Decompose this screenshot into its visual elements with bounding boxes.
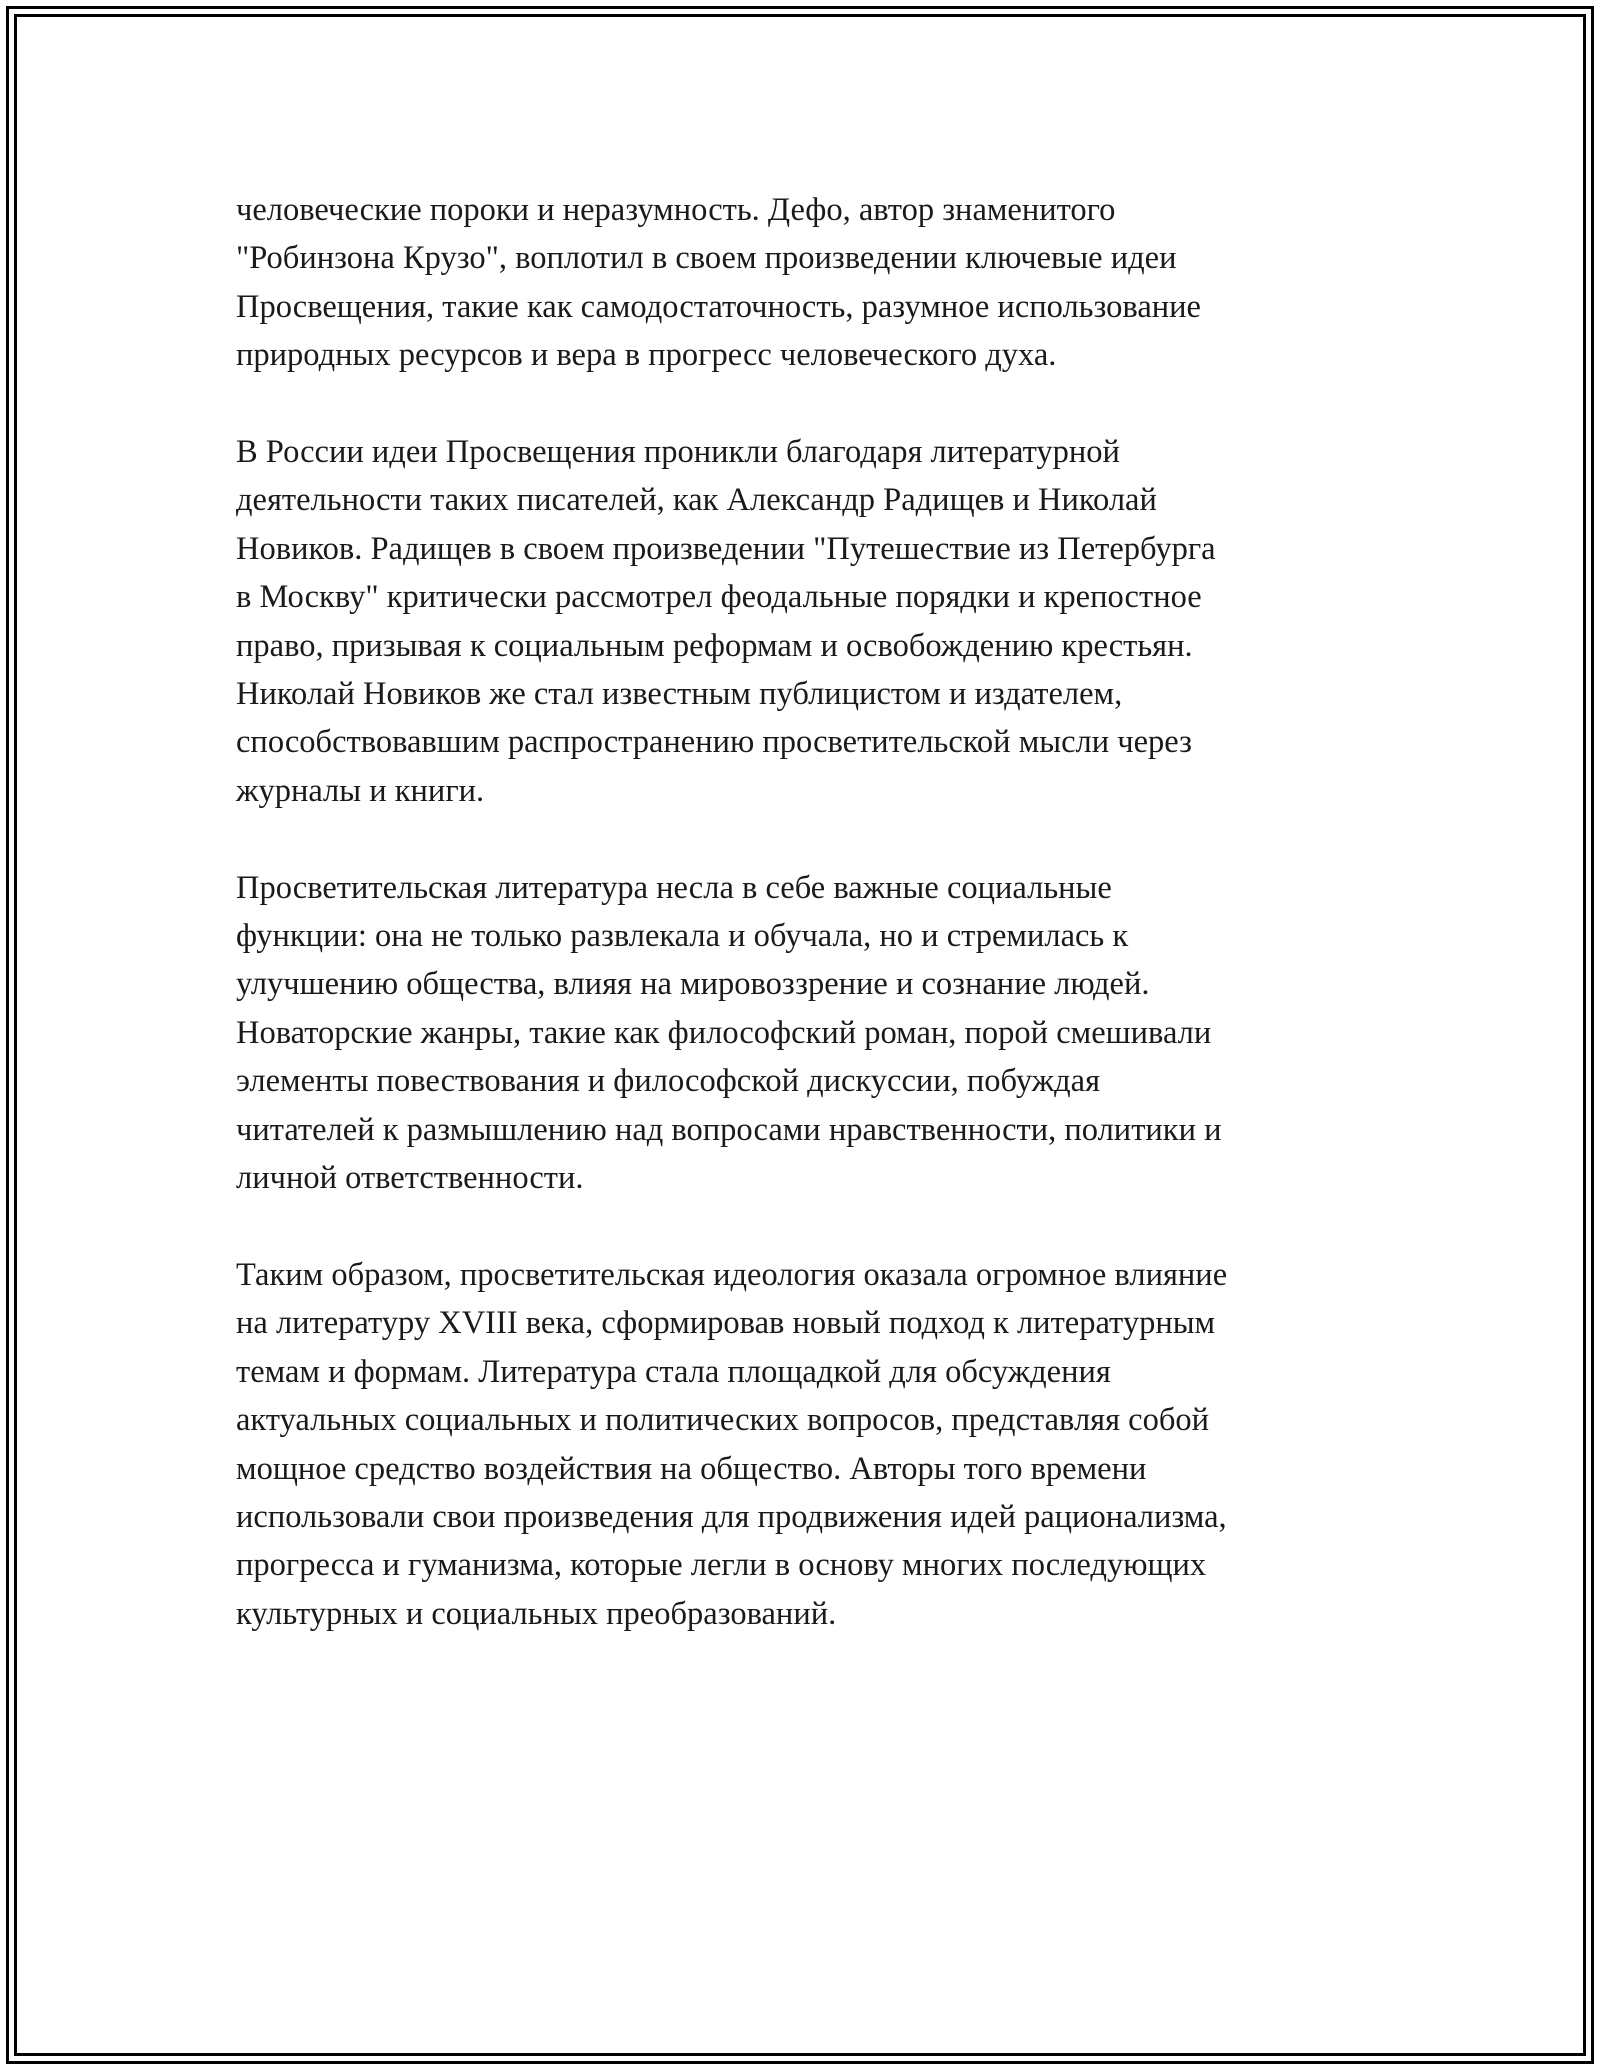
text-line: элементы повествования и философской дискуссии, побуждая: [236, 1063, 1101, 1100]
text-line: темам и формам. Литература стала площадкой для обсуждения: [236, 1353, 1111, 1390]
text-line: право, призывая к социальным реформам и освобождению крестьян.: [236, 627, 1193, 664]
text-line: в Москву" критически рассмотрел феодальные порядки и крепостное: [236, 579, 1202, 616]
document-body: [236, 186, 1376, 1687]
paragraph-4: [236, 1251, 1376, 1638]
text-line: способствовавшим распространению просветительской мысли через: [236, 724, 1192, 761]
paragraph-3: [236, 864, 1376, 1203]
text-line: Просвещения, такие как самодостаточность, разумное использование: [236, 288, 1201, 325]
text-line: личной ответственности.: [236, 1160, 584, 1197]
text-line: природных ресурсов и вера в прогресс человеческого духа.: [236, 337, 1057, 374]
text-line: "Робинзона Крузо", воплотил в своем произведении ключевые идеи: [236, 240, 1177, 277]
text-line: на литературу XVIII века, сформировав новый подход к литературным: [236, 1305, 1216, 1342]
text-line: прогресса и гуманизма, которые легли в основу многих последующих: [236, 1547, 1207, 1584]
paragraph-1: [236, 186, 1376, 380]
text-line: улучшению общества, влияя на мировоззрение и сознание людей.: [236, 966, 1150, 1003]
text-line: актуальных социальных и политических вопросов, представляя собой: [236, 1402, 1210, 1439]
paragraph-2: [236, 428, 1376, 815]
text-line: деятельности таких писателей, как Александр Радищев и Николай: [236, 482, 1157, 519]
text-line: использовали свои произведения для продвижения идей рационализма,: [236, 1498, 1227, 1535]
text-line: мощное средство воздействия на общество. Авторы того времени: [236, 1450, 1147, 1487]
text-line: читателей к размышлению над вопросами нравственности, политики и: [236, 1111, 1222, 1148]
text-line: человеческие пороки и неразумность. Дефо, автор знаменитого: [236, 192, 1116, 228]
text-line: культурных и социальных преобразований.: [236, 1595, 837, 1632]
text-line: В России идеи Просвещения проникли благодаря литературной: [236, 434, 1120, 471]
text-line: Новиков. Радищев в своем произведении "Путешествие из Петербурга: [236, 530, 1216, 567]
text-line: Николай Новиков же стал известным публицистом и издателем,: [236, 676, 1123, 713]
text-line: функции: она не только развлекала и обучала, но и стремилась к: [236, 918, 1129, 955]
text-line: Просветительская литература несла в себе важные социальные: [236, 869, 1112, 906]
text-line: Новаторские жанры, такие как философский роман, порой смешивали: [236, 1014, 1212, 1051]
text-line: журналы и книги.: [236, 772, 485, 809]
text-line: Таким образом, просветительская идеология оказала огромное влияние: [236, 1256, 1228, 1293]
